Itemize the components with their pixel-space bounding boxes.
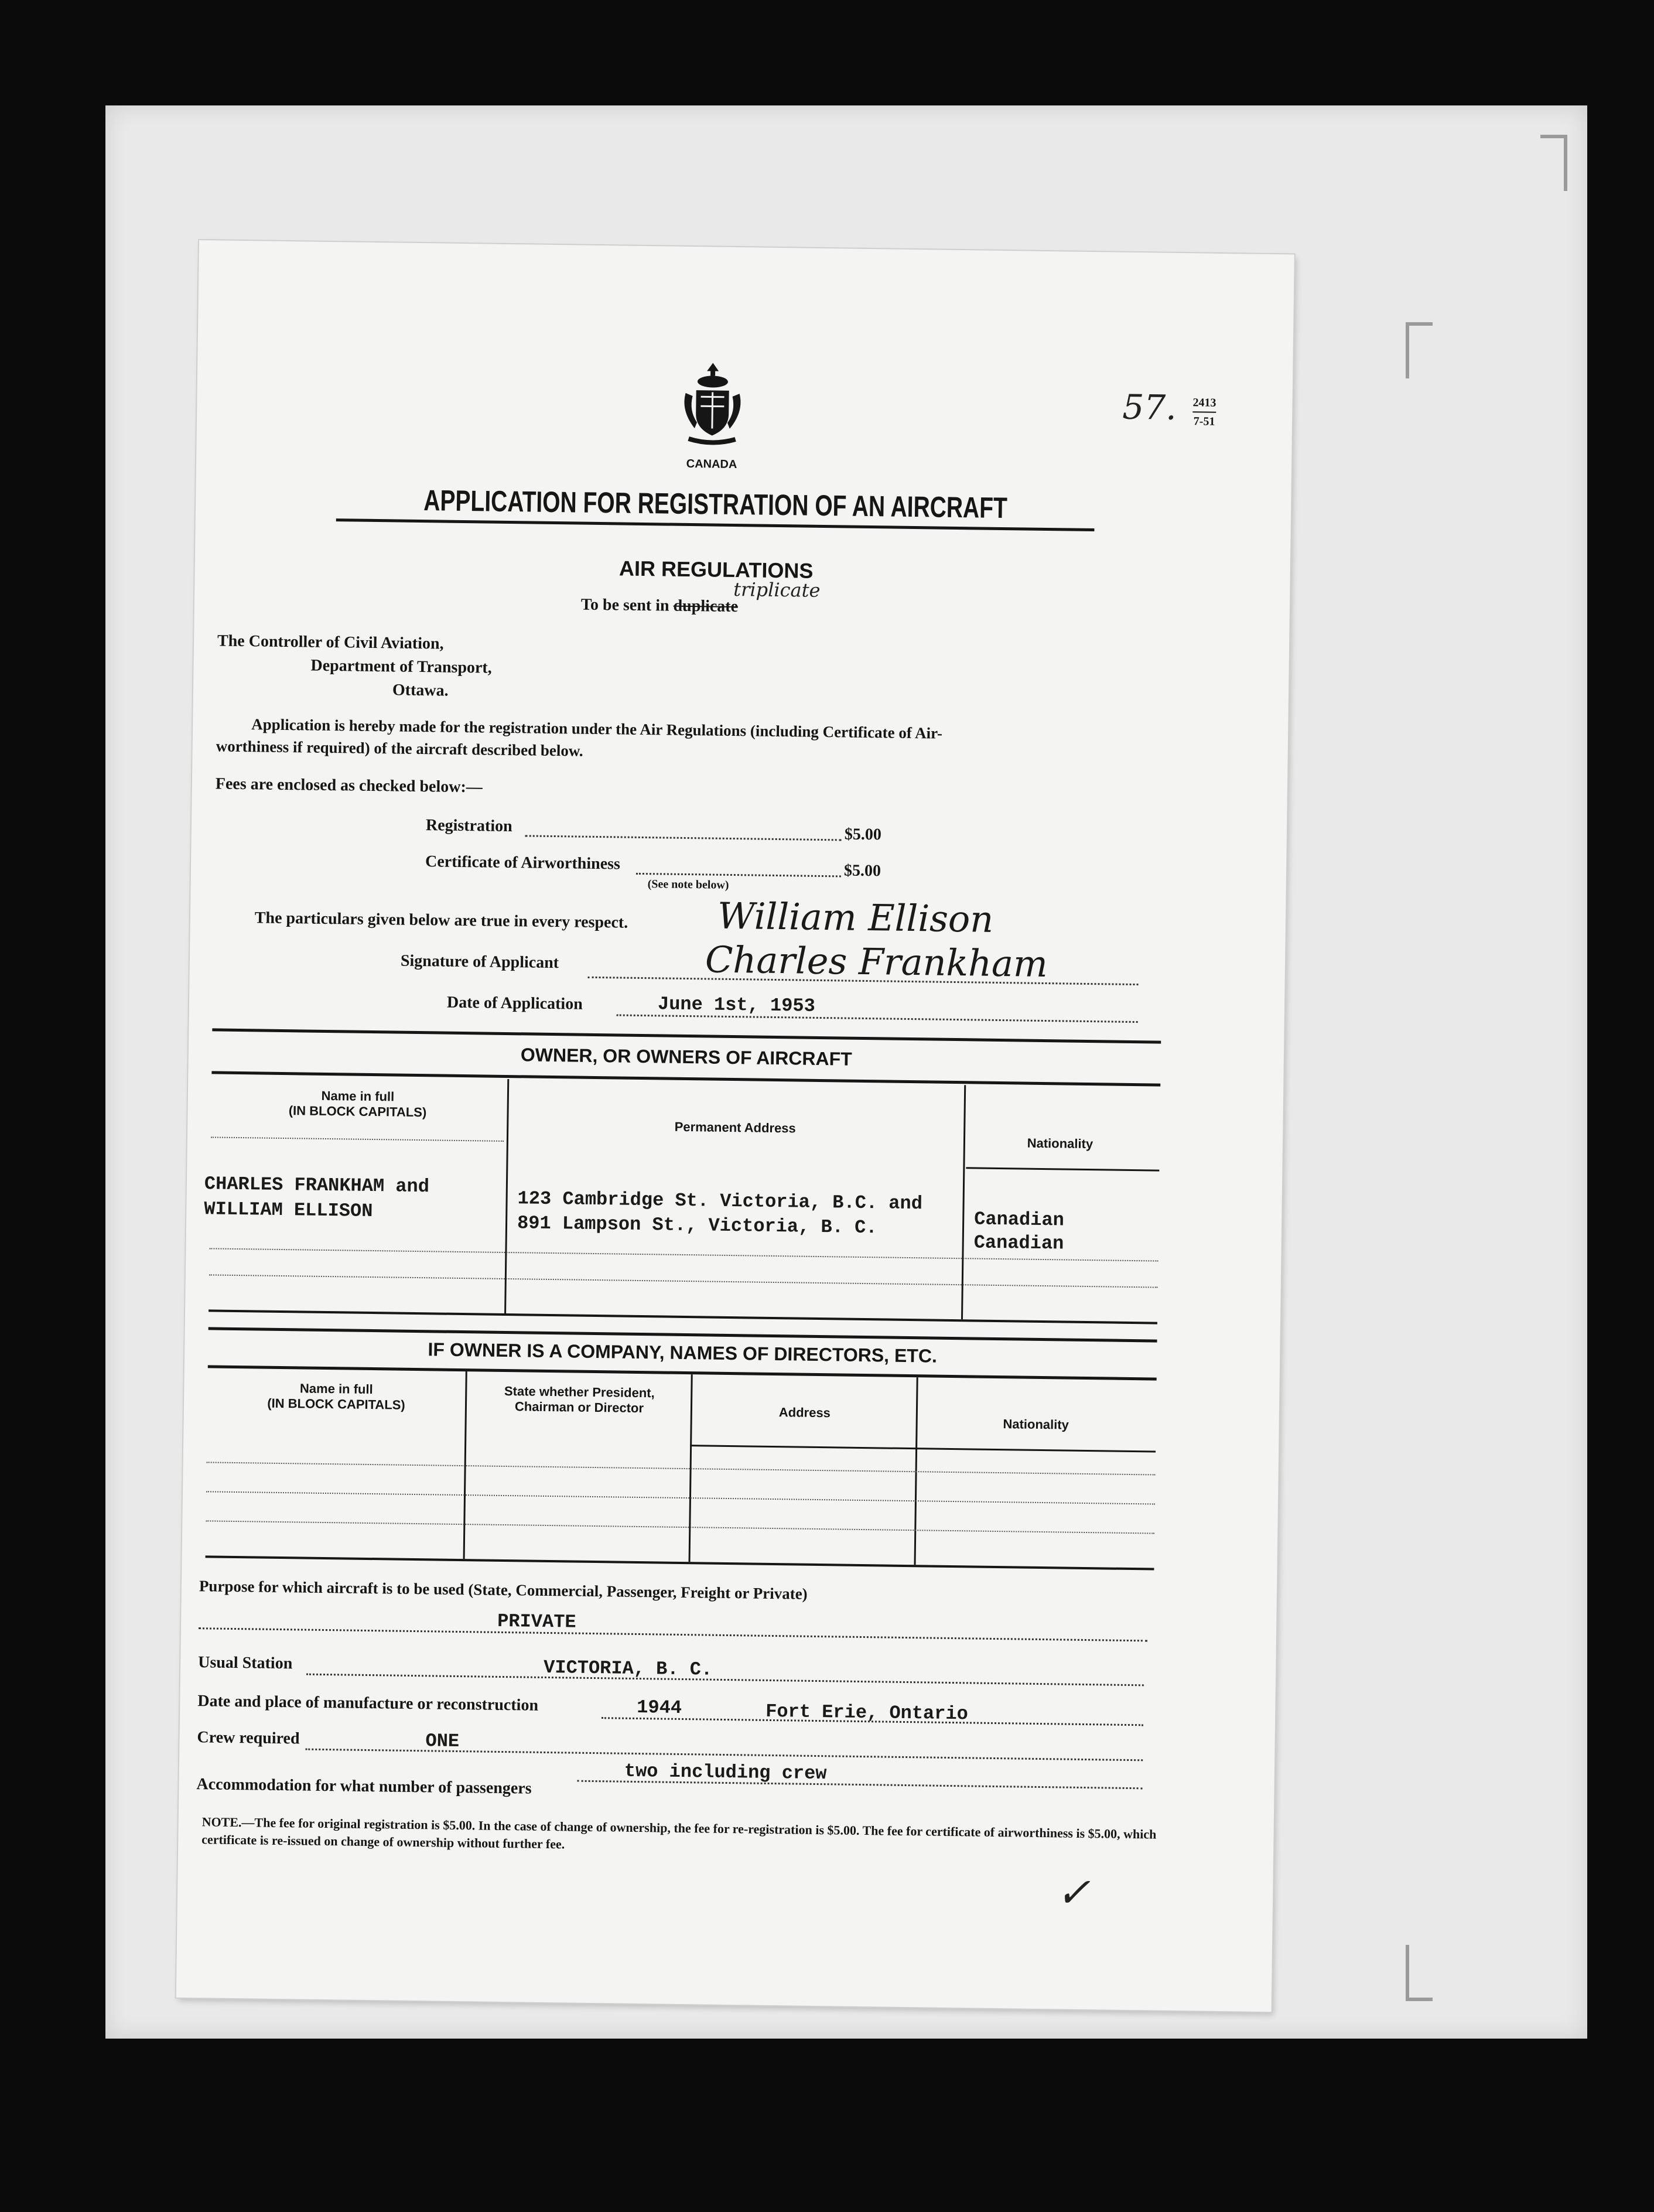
crew-label: Crew required: [197, 1728, 300, 1748]
directors-row-line: [207, 1462, 1156, 1475]
directors-row-line: [206, 1520, 1154, 1534]
applicant-signature-1: William Ellison: [717, 894, 994, 941]
country-label: CANADA: [686, 457, 737, 472]
station-label: Usual Station: [198, 1653, 293, 1673]
particulars-statement: The particulars given below are true in every respect.: [254, 909, 628, 932]
crew-value: ONE: [425, 1730, 460, 1753]
check-mark-icon: ✓: [1055, 1868, 1091, 1917]
manufacture-label: Date and place of manufacture or reconstruction: [197, 1692, 539, 1715]
directors-col-name: [207, 1380, 466, 1414]
passengers-label: Accommodation for what number of passengers: [196, 1775, 532, 1798]
application-form: [176, 240, 1294, 2012]
addressee-line-2: Department of Transport,: [310, 656, 492, 677]
airworthiness-fee: $5.00: [843, 861, 881, 880]
owners-col-nationality: Nationality: [1027, 1135, 1093, 1152]
owners-col-address: Permanent Address: [674, 1119, 796, 1136]
coat-of-arms-icon: [676, 358, 748, 447]
copies-instruction: [581, 596, 739, 617]
form-title: APPLICATION FOR REGISTRATION OF AN AIRCRAFT: [336, 482, 1095, 531]
directors-col-role-line-2: Chairman or Director: [514, 1399, 644, 1416]
directors-col-name-line-2: (IN BLOCK CAPITALS): [267, 1395, 405, 1412]
purpose-label: Purpose for which aircraft is to be used (State, Commercial, Passenger, Freight or Private): [199, 1577, 808, 1603]
date-line: [617, 1014, 1138, 1023]
copies-handwritten: triplicate: [733, 578, 821, 602]
fee-note: [201, 1813, 1163, 1861]
passengers-value: two including crew: [624, 1760, 827, 1785]
owner-nationality-2: Canadian: [973, 1231, 1064, 1255]
copies-prefix: To be sent in: [580, 595, 669, 615]
owner-address-1: 123 Cambridge St. Victoria, B.C. and: [517, 1187, 923, 1215]
owners-col-name-line-2: (IN BLOCK CAPITALS): [288, 1103, 427, 1120]
owners-header-rule: [966, 1167, 1159, 1171]
section-rule: [209, 1309, 1157, 1324]
directors-section-title: IF OWNER IS A COMPANY, NAMES OF DIRECTORS, ETC.: [428, 1339, 938, 1367]
section-rule: [211, 1071, 1160, 1086]
copies-struck: duplicate: [673, 596, 739, 616]
station-line: [306, 1674, 1144, 1687]
dot-leader: [525, 835, 842, 841]
dot-leader: [636, 873, 841, 878]
addressee-line-1: The Controller of Civil Aviation,: [217, 631, 444, 653]
form-number-date: 7-51: [1193, 415, 1215, 428]
page-number: 57.: [1122, 387, 1177, 428]
station-value: VICTORIA, B. C.: [543, 1656, 713, 1681]
manufacture-year: 1944: [637, 1696, 682, 1719]
directors-header-rule: [690, 1445, 1156, 1452]
application-text-2: worthiness if required) of the aircraft described below.: [216, 737, 583, 760]
crop-mark: [1540, 135, 1567, 191]
directors-row-line: [206, 1491, 1155, 1504]
owners-col-name: [211, 1087, 504, 1121]
owners-section-title: OWNER, OR OWNERS OF AIRCRAFT: [520, 1044, 852, 1070]
owner-address-2: 891 Lampson St., Victoria, B. C.: [517, 1212, 877, 1239]
form-number-code: 2413: [1192, 394, 1216, 413]
passengers-line: [577, 1780, 1143, 1790]
owners-header-rule: [211, 1136, 504, 1142]
fees-intro: Fees are enclosed as checked below:—: [215, 774, 483, 797]
application-text-1: Application is hereby made for the registration under the Air Regulations (including Certificate of Air-: [251, 715, 943, 742]
directors-col-address: Address: [778, 1405, 831, 1421]
owner-name-1: CHARLES FRANKHAM and: [204, 1173, 430, 1198]
form-number: [1192, 394, 1216, 431]
owners-col-name-line-1: Name in full: [321, 1088, 395, 1104]
section-rule: [206, 1555, 1154, 1570]
directors-col-role-line-1: State whether President,: [504, 1383, 655, 1401]
crop-mark: [1406, 1945, 1433, 2001]
form-subtitle: AIR REGULATIONS: [618, 556, 814, 583]
date-label: Date of Application: [446, 993, 583, 1013]
purpose-value: PRIVATE: [497, 1610, 576, 1633]
note-text: The fee for original registration is $5.00. In the case of change of ownership, the fee for re-registration is $5.00. The fee for certificate of airworthiness is $5.00, which certificate is re-issued on change of ownership without further fee.: [201, 1815, 1157, 1852]
manufacture-place: Fort Erie, Ontario: [765, 1700, 969, 1725]
applicant-signature-2: Charles Frankham: [705, 938, 1048, 986]
application-date: June 1st, 1953: [657, 993, 816, 1017]
crew-line: [305, 1749, 1143, 1762]
crop-mark: [1406, 322, 1433, 378]
owner-name-2: WILLIAM ELLISON: [204, 1198, 373, 1223]
note-label: NOTE.—: [201, 1814, 255, 1830]
directors-col-name-line-1: Name in full: [299, 1381, 373, 1397]
see-note-label: (See note below): [647, 878, 729, 892]
airworthiness-label: Certificate of Airworthiness: [425, 852, 621, 873]
directors-col-nationality: Nationality: [1003, 1416, 1069, 1432]
signature-label: Signature of Applicant: [400, 951, 559, 972]
purpose-line: [199, 1627, 1147, 1641]
registration-label: Registration: [425, 816, 512, 836]
directors-col-role: [468, 1383, 691, 1416]
registration-fee: $5.00: [844, 825, 882, 844]
addressee-line-3: Ottawa.: [392, 681, 449, 700]
owners-row-line: [209, 1274, 1158, 1288]
owner-nationality-1: Canadian: [973, 1208, 1065, 1231]
